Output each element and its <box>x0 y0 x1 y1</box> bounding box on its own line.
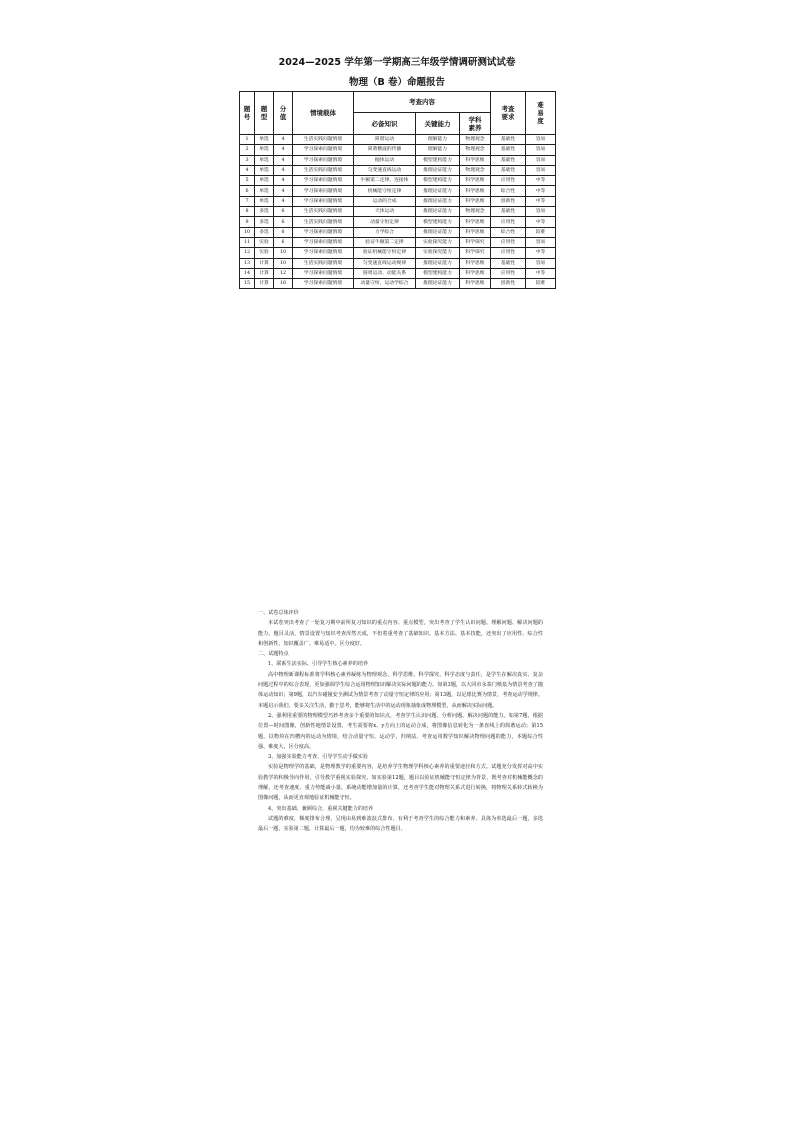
cell-num: 4 <box>240 165 255 175</box>
cell-score: 6 <box>274 207 293 217</box>
table-row <box>240 248 556 258</box>
cell-num: 3 <box>240 155 255 165</box>
cell-requirement: 基础性 <box>491 135 526 145</box>
cell-difficulty: 中等 <box>526 186 556 196</box>
cell-literacy: 科学思维 <box>460 176 491 186</box>
cell-context: 学习探索问题情境 <box>293 155 354 165</box>
cell-ability: 理解能力 <box>416 145 460 155</box>
cell-score: 4 <box>274 145 293 155</box>
cell-context: 学习探索问题情境 <box>293 145 354 155</box>
cell-context: 生活实践问题情境 <box>293 165 354 175</box>
table-body <box>240 135 556 289</box>
cell-requirement: 应用性 <box>491 268 526 278</box>
cell-literacy: 物理观念 <box>460 207 491 217</box>
cell-type: 单选 <box>255 165 274 175</box>
cell-type: 多选 <box>255 207 274 217</box>
cell-num: 8 <box>240 207 255 217</box>
cell-literacy: 科学思维 <box>460 196 491 206</box>
cell-num: 5 <box>240 176 255 186</box>
paragraph: 试题的难度，梯度排布合理，呈现由易到难波浪式排布，有利于考查学生的综合能力和素养。具体为单选最后一题，多选最后一题，实验第二题，计算最后一题，均为较难的综合性题目。 <box>258 815 543 833</box>
cell-knowledge: 力学综合 <box>354 227 416 237</box>
paragraph: 实验是物理学的基础，是物理教学的重要内容，是培养学生物理学科核心素养的重要途径和方式。试题充分发挥对高中实验教学的积极导向作用，引导教学重视实验探究。如实验第12题，题目以验证机械能守恒定律为背景，既考查对机械能概念的理解，还考查速度、重力势能减小量、系统动能增加量的计算，还考查学生能对物理关系式进行转换，将物理关系转式转换为图像问题，从而更直观地验证机械能守恒。 <box>258 764 543 802</box>
cell-num: 10 <box>240 227 255 237</box>
cell-context: 学习探索问题情境 <box>293 279 354 289</box>
subsection-heading: 3、加强实验能力考查、引导学生动手做实验 <box>268 754 369 761</box>
cell-difficulty: 中等 <box>526 196 556 206</box>
cell-type: 计算 <box>255 258 274 268</box>
cell-type: 多选 <box>255 227 274 237</box>
cell-context: 学习探索问题情境 <box>293 176 354 186</box>
cell-difficulty: 中等 <box>526 217 556 227</box>
cell-type: 单选 <box>255 155 274 165</box>
cell-num: 1 <box>240 135 255 145</box>
cell-num: 13 <box>240 258 255 268</box>
cell-context: 学习探索问题情境 <box>293 248 354 258</box>
cell-context: 生活实践问题情境 <box>293 207 354 217</box>
cell-knowledge: 圆周运动、动能关系 <box>354 268 416 278</box>
cell-type: 单选 <box>255 196 274 206</box>
table-row <box>240 217 556 227</box>
cell-ability: 推理论证能力 <box>416 207 460 217</box>
cell-type: 单选 <box>255 176 274 186</box>
cell-literacy: 科学探究 <box>460 237 491 247</box>
header-num: 题号 <box>240 92 255 135</box>
cell-score: 10 <box>274 258 293 268</box>
cell-requirement: 基础性 <box>491 145 526 155</box>
cell-type: 计算 <box>255 268 274 278</box>
cell-ability: 推理论证能力 <box>416 186 460 196</box>
table-row <box>240 176 556 186</box>
cell-score: 4 <box>274 186 293 196</box>
cell-literacy: 物理观念 <box>460 145 491 155</box>
exam-title: 2024—2025 学年第一学期高三年级学情调研测试试卷 <box>278 57 516 68</box>
section-heading: 二、试题特点 <box>258 651 289 658</box>
header-knowledge: 必备知识 <box>354 113 416 135</box>
table-row <box>240 227 556 237</box>
cell-difficulty: 容易 <box>526 237 556 247</box>
cell-ability: 模型建构能力 <box>416 176 460 186</box>
table-row <box>240 155 556 165</box>
cell-ability: 模型建构能力 <box>416 155 460 165</box>
cell-knowledge: 简谐运动 <box>354 135 416 145</box>
cell-context: 生活实践问题情境 <box>293 217 354 227</box>
cell-type: 单选 <box>255 135 274 145</box>
table-row <box>240 186 556 196</box>
header-content-group: 考查内容 <box>354 92 491 113</box>
cell-ability: 推理论证能力 <box>416 227 460 237</box>
header-requirement: 考查要求 <box>491 92 526 135</box>
cell-num: 7 <box>240 196 255 206</box>
cell-score: 6 <box>274 217 293 227</box>
cell-num: 15 <box>240 279 255 289</box>
cell-knowledge: 运动的合成 <box>354 196 416 206</box>
cell-literacy: 科学思维 <box>460 279 491 289</box>
cell-score: 4 <box>274 135 293 145</box>
cell-difficulty: 较难 <box>526 227 556 237</box>
cell-ability: 推理论证能力 <box>416 196 460 206</box>
cell-requirement: 应用性 <box>491 248 526 258</box>
table-row <box>240 135 556 145</box>
report-body <box>258 608 543 835</box>
cell-type: 实验 <box>255 237 274 247</box>
table-row <box>240 165 556 175</box>
cell-score: 6 <box>274 227 293 237</box>
header-context: 情境载体 <box>293 92 354 135</box>
cell-num: 11 <box>240 237 255 247</box>
table-row <box>240 237 556 247</box>
report-subtitle: 物理（B 卷）命题报告 <box>348 77 446 88</box>
exam-spec-table <box>239 91 556 289</box>
cell-context: 学习探索问题情境 <box>293 196 354 206</box>
header-score: 分值 <box>274 92 293 135</box>
cell-type: 单选 <box>255 186 274 196</box>
cell-context: 生活实践问题情境 <box>293 258 354 268</box>
cell-requirement: 综合性 <box>491 227 526 237</box>
cell-type: 计算 <box>255 279 274 289</box>
table-row <box>240 258 556 268</box>
table-row <box>240 196 556 206</box>
table-row <box>240 268 556 278</box>
cell-requirement: 应用性 <box>491 217 526 227</box>
cell-context: 生活实践问题情境 <box>293 135 354 145</box>
table-row <box>240 145 556 155</box>
cell-type: 单选 <box>255 145 274 155</box>
cell-literacy: 科学思维 <box>460 227 491 237</box>
cell-num: 6 <box>240 186 255 196</box>
cell-context: 学习探索问题情境 <box>293 227 354 237</box>
cell-difficulty: 容易 <box>526 165 556 175</box>
cell-difficulty: 容易 <box>526 155 556 165</box>
cell-difficulty: 容易 <box>526 207 556 217</box>
cell-ability: 模型建构能力 <box>416 268 460 278</box>
cell-literacy: 科学思维 <box>460 258 491 268</box>
cell-difficulty: 容易 <box>526 258 556 268</box>
cell-ability: 推理论证能力 <box>416 279 460 289</box>
subsection-heading: 4、突出基础、兼顾综合，重视关键能力的培养 <box>268 805 374 812</box>
cell-num: 12 <box>240 248 255 258</box>
cell-knowledge: 动量守恒、运动学综合 <box>354 279 416 289</box>
cell-knowledge: 验证机械能守恒定律 <box>354 248 416 258</box>
cell-literacy: 科学探究 <box>460 248 491 258</box>
cell-num: 14 <box>240 268 255 278</box>
cell-knowledge: 简谐横波的传播 <box>354 145 416 155</box>
cell-difficulty: 中等 <box>526 248 556 258</box>
cell-ability: 推理论证能力 <box>416 258 460 268</box>
cell-literacy: 科学思维 <box>460 155 491 165</box>
cell-score: 12 <box>274 268 293 278</box>
cell-ability: 实验探究能力 <box>416 248 460 258</box>
cell-ability: 推理论证能力 <box>416 165 460 175</box>
header-difficulty: 难易度 <box>526 92 556 135</box>
cell-requirement: 创新性 <box>491 196 526 206</box>
cell-context: 学习探索问题情境 <box>293 186 354 196</box>
table-row <box>240 207 556 217</box>
table-row <box>240 279 556 289</box>
cell-score: 4 <box>274 196 293 206</box>
cell-knowledge: 验证牛顿第二定律 <box>354 237 416 247</box>
cell-knowledge: 机械能守恒定律 <box>354 186 416 196</box>
cell-knowledge: 匀变速直线运动 <box>354 165 416 175</box>
cell-requirement: 应用性 <box>491 176 526 186</box>
cell-requirement: 创新性 <box>491 279 526 289</box>
cell-difficulty: 容易 <box>526 145 556 155</box>
cell-num: 9 <box>240 217 255 227</box>
paragraph: 高中物理新课程标准将学科核心素养凝练为物理观念、科学思维、科学探究、科学态度与责任，是学生在解决真实、复杂问题过程中的综合表现，更加强调学生综合运用物理知识解决实际问题的能力。如第3题，以大同市永泰门喷泉为情景考查了抛体运动知识；第9题，以汽车碰撞安全测试为情景考查了动量守恒定律的应用；第13题，以足球比赛为情景，考查运动学规律。本题启示我们，要多关注生活，勤于思考，能够将生活中的运动现象抽象成物理模型，从而解决实际问题。 <box>258 671 543 709</box>
cell-knowledge: 匀变速直线运动规律 <box>354 258 416 268</box>
cell-literacy: 科学思维 <box>460 217 491 227</box>
section-heading: 一、试卷总体评价 <box>258 610 299 616</box>
cell-requirement: 基础性 <box>491 155 526 165</box>
cell-difficulty: 中等 <box>526 176 556 186</box>
cell-literacy: 物理观念 <box>460 165 491 175</box>
subsection-heading: 1、联系生活实际、引导学生核心素养的培养 <box>268 661 369 668</box>
cell-score: 4 <box>274 165 293 175</box>
cell-requirement: 基础性 <box>491 165 526 175</box>
cell-knowledge: 动量守恒定律 <box>354 217 416 227</box>
cell-literacy: 科学思维 <box>460 268 491 278</box>
cell-requirement: 应用性 <box>491 237 526 247</box>
cell-requirement: 基础性 <box>491 258 526 268</box>
cell-knowledge: 天体运动 <box>354 207 416 217</box>
cell-literacy: 物理观念 <box>460 135 491 145</box>
paragraph: 本试卷突出考查了一轮复习期中前所复习知识的重点内容、重点模型，突出考查了学生认识问题、理解问题、解决问题的能力，题目灵活，情景设置与知识考查浑然天成，不但着重考查了基础知识、基本方法、基本技能，还突出了应用性、综合性和创新性，知识覆盖广、难易适中、区分度好。 <box>258 620 543 647</box>
cell-ability: 模型建构能力 <box>416 217 460 227</box>
cell-score: 16 <box>274 279 293 289</box>
cell-ability: 实验探究能力 <box>416 237 460 247</box>
cell-ability: 理解能力 <box>416 135 460 145</box>
header-literacy: 学科素养 <box>460 113 491 135</box>
cell-score: 6 <box>274 237 293 247</box>
header-ability: 关键能力 <box>416 113 460 135</box>
cell-score: 10 <box>274 248 293 258</box>
subsection-heading: 2、强利用重要的物理模型巧妙考查多个重要的知识点，考查学生认识问题、分析问题、解决问题的能力。如第7题，根据位置—时间图像，创新性地情景设置，考生需要将x、y方向上的运动合成，将图像信息转化为一条直线上的简谐运动；第15题，以物块在凹槽内的运动为情境，结合动量守恒、运动学、归纳法，考查运用数学知识解决物理问题的能力，本题综合性强、难度大、区分度高。 <box>258 712 543 750</box>
cell-difficulty: 较难 <box>526 279 556 289</box>
cell-requirement: 综合性 <box>491 186 526 196</box>
cell-difficulty: 容易 <box>526 135 556 145</box>
cell-requirement: 基础性 <box>491 207 526 217</box>
cell-context: 学习探索问题情境 <box>293 268 354 278</box>
cell-context: 学习探索问题情境 <box>293 237 354 247</box>
cell-knowledge: 抛体运动 <box>354 155 416 165</box>
cell-num: 2 <box>240 145 255 155</box>
cell-literacy: 科学思维 <box>460 186 491 196</box>
cell-knowledge: 牛顿第二定律、连接体 <box>354 176 416 186</box>
cell-score: 4 <box>274 155 293 165</box>
cell-difficulty: 中等 <box>526 268 556 278</box>
cell-type: 多选 <box>255 217 274 227</box>
header-type: 题型 <box>255 92 274 135</box>
cell-type: 实验 <box>255 248 274 258</box>
cell-score: 4 <box>274 176 293 186</box>
